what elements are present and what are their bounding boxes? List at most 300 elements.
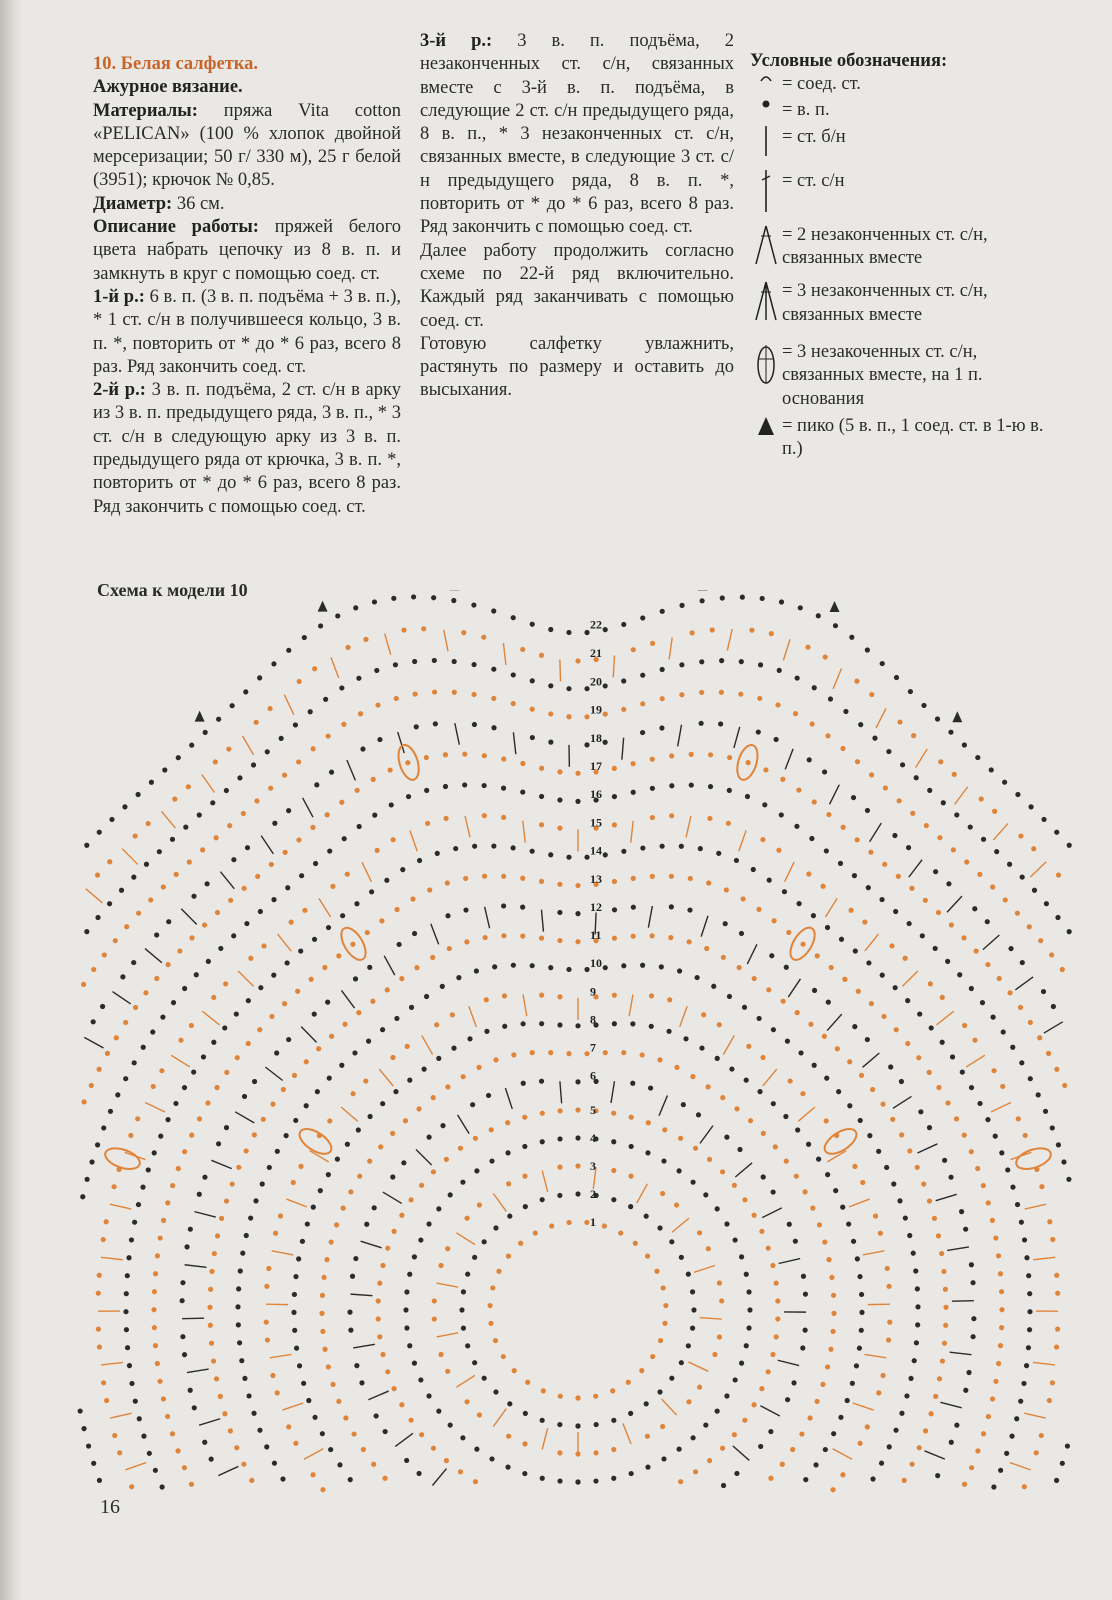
chain-dot — [379, 918, 384, 923]
chain-dot — [202, 1440, 207, 1445]
chain-dot — [850, 1381, 855, 1386]
chain-dot — [133, 1005, 138, 1010]
chain-dot — [893, 1428, 898, 1433]
chain-dot — [726, 821, 731, 826]
chain-dot — [456, 975, 461, 980]
chain-dot — [669, 874, 674, 879]
stitch-mark — [542, 1428, 547, 1449]
chain-dot — [322, 1347, 327, 1352]
chain-dot — [202, 1175, 207, 1180]
chain-dot — [744, 1343, 749, 1348]
chain-dot — [660, 1424, 665, 1429]
chain-dot — [405, 760, 410, 765]
chain-dot — [231, 857, 236, 862]
stitch-mark — [560, 1081, 562, 1103]
chain-dot — [661, 1158, 666, 1163]
chain-dot — [523, 1204, 528, 1209]
chain-dot — [831, 1329, 836, 1334]
chain-dot — [412, 931, 417, 936]
chain-dot — [1007, 862, 1012, 867]
chain-dot — [659, 964, 664, 969]
chain-dot — [923, 1428, 928, 1433]
chain-dot — [493, 1225, 498, 1230]
chain-dot — [756, 729, 761, 734]
chain-dot — [805, 645, 810, 650]
chain-dot — [376, 1298, 381, 1303]
chain-dot — [216, 717, 221, 722]
chain-dot — [654, 1269, 659, 1274]
chain-dot — [320, 1329, 325, 1334]
chain-dot — [575, 1135, 580, 1140]
chain-dot — [342, 1022, 347, 1027]
stitch-mark — [485, 907, 490, 928]
chain-dot — [1015, 792, 1020, 797]
chain-dot — [265, 1337, 270, 1342]
chain-dot — [501, 1354, 506, 1359]
chain-dot — [426, 1221, 431, 1226]
stitch-mark — [694, 1266, 715, 1273]
stitch-mark — [947, 896, 962, 912]
chain-dot — [410, 896, 415, 901]
chain-dot — [146, 1167, 151, 1172]
chain-dot — [795, 1127, 800, 1132]
chain-dot — [869, 772, 874, 777]
chain-dot — [699, 690, 704, 695]
chain-dot — [969, 1149, 974, 1154]
chain-dot — [326, 925, 331, 930]
chain-dot — [501, 786, 506, 791]
stitch-mark — [161, 811, 175, 828]
chain-dot — [679, 844, 684, 849]
chain-dot — [650, 815, 655, 820]
chain-dot — [194, 972, 199, 977]
chain-dot — [539, 936, 544, 941]
chain-dot — [811, 913, 816, 918]
chain-dot — [433, 721, 438, 726]
chain-dot — [621, 849, 626, 854]
chain-dot — [994, 849, 999, 854]
chain-dot — [426, 1393, 431, 1398]
chain-dot — [905, 1041, 910, 1046]
chain-dot — [801, 1274, 806, 1279]
chain-dot — [899, 1079, 904, 1084]
chain-dot — [876, 1390, 881, 1395]
chain-dot — [962, 1482, 967, 1487]
chain-dot — [473, 1479, 478, 1484]
chain-dot — [923, 898, 928, 903]
chain-dot — [173, 1101, 178, 1106]
chain-dot — [690, 630, 695, 635]
chain-dot — [334, 1222, 339, 1227]
chain-dot — [540, 1139, 545, 1144]
picot-mark — [195, 711, 205, 722]
chain-dot — [291, 1180, 296, 1185]
chain-dot — [803, 1189, 808, 1194]
stitch-mark — [735, 1163, 752, 1177]
chain-dot — [482, 874, 487, 879]
chain-dot — [870, 1476, 875, 1481]
chain-dot — [913, 1268, 918, 1273]
chain-dot — [855, 759, 860, 764]
chain-dot — [629, 1144, 634, 1149]
chain-dot — [557, 1422, 562, 1427]
chain-dot — [860, 1180, 865, 1185]
chain-dot — [367, 1159, 372, 1164]
chain-dot — [990, 1218, 995, 1223]
stitch-mark — [437, 1283, 459, 1287]
stitch-mark — [833, 669, 841, 689]
chain-dot — [506, 1434, 511, 1439]
chain-dot — [759, 1229, 764, 1234]
chain-dot — [222, 1025, 227, 1030]
chain-dot — [304, 1059, 309, 1064]
chain-dot — [866, 885, 871, 890]
chain-dot — [95, 1142, 100, 1147]
chain-dot — [367, 965, 372, 970]
stitch-mark — [909, 860, 922, 877]
chain-dot — [762, 802, 767, 807]
stitch-mark — [385, 634, 391, 655]
chain-dot — [1041, 817, 1046, 822]
stitch-mark — [678, 725, 682, 747]
chain-dot — [683, 1036, 688, 1041]
stitch-mark — [541, 910, 543, 932]
chain-dot — [465, 1343, 470, 1348]
chain-dot — [275, 1149, 280, 1154]
chain-dot — [720, 1169, 725, 1174]
chain-dot — [372, 1205, 377, 1210]
chain-dot — [849, 635, 854, 640]
chain-dot — [530, 678, 535, 683]
chain-dot — [522, 1174, 527, 1179]
chain-dot — [432, 1298, 437, 1303]
chain-dot — [377, 1281, 382, 1286]
chain-dot — [795, 675, 800, 680]
chain-dot — [548, 740, 553, 745]
chain-dot — [345, 645, 350, 650]
stitch-mark — [432, 1469, 446, 1486]
chain-dot — [1014, 1416, 1019, 1421]
chain-dot — [366, 1039, 371, 1044]
chain-dot — [445, 880, 450, 885]
chain-dot — [548, 711, 553, 716]
chain-dot — [211, 995, 216, 1000]
row2-label: 2-й р.: — [93, 380, 146, 401]
chain-dot — [752, 976, 757, 981]
stitch-mark — [503, 643, 505, 665]
chain-dot — [1023, 1133, 1028, 1138]
chain-dot — [603, 627, 608, 632]
chain-dot — [180, 1298, 185, 1303]
chain-dot — [1027, 924, 1032, 929]
chain-dot — [1060, 1461, 1065, 1466]
chain-dot — [851, 1239, 856, 1244]
chain-dot — [197, 1192, 202, 1197]
chain-dot — [393, 662, 398, 667]
chain-dot — [252, 1132, 257, 1137]
chain-dot — [937, 835, 942, 840]
chain-dot — [272, 821, 277, 826]
chain-dot — [649, 1024, 654, 1029]
chain-dot — [700, 598, 705, 603]
stitch-mark — [629, 994, 633, 1016]
chain-dot — [189, 1023, 194, 1028]
chain-dot — [351, 1431, 356, 1436]
stitch-mark — [379, 1069, 393, 1086]
chain-dot — [757, 1016, 762, 1021]
stitch-mark — [301, 1027, 316, 1043]
chain-dot — [594, 1422, 599, 1427]
chain-dot — [859, 1292, 864, 1297]
chain-dot — [824, 848, 829, 853]
chain-dot — [292, 1328, 297, 1333]
chain-dot — [394, 696, 399, 701]
stitch-mark — [341, 990, 354, 1008]
stitch-mark — [211, 1160, 231, 1168]
chain-dot — [1027, 1291, 1032, 1296]
chain-dot — [706, 1246, 711, 1251]
chain-dot — [688, 876, 693, 881]
chain-dot — [427, 1135, 432, 1140]
chain-dot — [733, 1377, 738, 1382]
stitch-mark — [505, 1088, 512, 1109]
chain-dot — [644, 1401, 649, 1406]
chain-dot — [752, 1213, 757, 1218]
chain-dot — [771, 1101, 776, 1106]
chain-dot — [856, 989, 861, 994]
chain-dot — [698, 846, 703, 851]
stitch-mark — [947, 1247, 969, 1251]
stitch-mark — [876, 708, 886, 728]
chain-dot — [328, 1447, 333, 1452]
chain-dot — [697, 1230, 702, 1235]
chain-dot — [907, 921, 912, 926]
chain-dot — [732, 1432, 737, 1437]
chain-dot — [1050, 1380, 1055, 1385]
chain-dot — [854, 1363, 859, 1368]
chain-dot — [357, 824, 362, 829]
chain-dot — [662, 1321, 667, 1326]
stitch-mark — [669, 638, 672, 660]
chain-dot — [264, 1320, 269, 1325]
chain-dot — [114, 1035, 119, 1040]
chain-dot — [228, 898, 233, 903]
chain-dot — [699, 721, 704, 726]
chain-dot — [991, 1068, 996, 1073]
chain-dot — [246, 1041, 251, 1046]
chain-dot — [821, 884, 826, 889]
chain-dot — [95, 872, 100, 877]
chain-dot — [746, 760, 751, 765]
chain-dot — [629, 1115, 634, 1120]
chain-dot — [707, 1458, 712, 1463]
chain-dot — [501, 933, 506, 938]
chain-dot — [918, 1109, 923, 1114]
chain-dot — [124, 1291, 129, 1296]
chain-dot — [936, 1233, 941, 1238]
chain-dot — [845, 1398, 850, 1403]
chain-dot — [209, 1341, 214, 1346]
chain-dot — [1054, 1478, 1059, 1483]
chain-dot — [209, 1457, 214, 1462]
chain-dot — [246, 1393, 251, 1398]
chain-dot — [557, 910, 562, 915]
stitch-mark — [785, 749, 793, 770]
chain-dot — [746, 1044, 751, 1049]
stitch-mark — [384, 956, 395, 975]
chain-dot — [1009, 1434, 1014, 1439]
chain-dot — [880, 661, 885, 666]
chain-dot — [496, 1269, 501, 1274]
chain-dot — [782, 889, 787, 894]
chain-dot — [197, 1116, 202, 1121]
chain-dot — [511, 701, 516, 706]
chain-dot — [815, 953, 820, 958]
chain-dot — [1027, 1309, 1032, 1314]
chain-dot — [865, 808, 870, 813]
chain-dot — [306, 1398, 311, 1403]
chain-dot — [935, 1473, 940, 1478]
chain-dot — [816, 613, 821, 618]
chain-dot — [721, 955, 726, 960]
chain-dot — [785, 1397, 790, 1402]
chain-dot — [1055, 915, 1060, 920]
chain-dot — [610, 1388, 615, 1393]
row1-label: 1-й р.: — [93, 286, 145, 307]
chain-dot — [539, 993, 544, 998]
chain-dot — [915, 1322, 920, 1327]
chain-dot — [575, 658, 580, 663]
chain-dot — [474, 968, 479, 973]
chain-dot — [293, 1441, 298, 1446]
chain-dot — [720, 1095, 725, 1100]
chain-dot — [282, 1001, 287, 1006]
chain-dot — [350, 1091, 355, 1096]
chain-dot — [981, 837, 986, 842]
chain-dot — [810, 721, 815, 726]
stitch-mark — [513, 732, 515, 754]
chain-dot — [761, 1131, 766, 1136]
chain-dot — [1003, 897, 1008, 902]
legend-text: = ст. с/н — [782, 170, 845, 191]
chain-dot — [835, 1046, 840, 1051]
row3-text: 3 в. п. подъёма, 2 незаконченных ст. с/н, связанных вместе с 3-й в. п. подъёма, в следующие 2 ст. с/н предыдущего ряда, 8 в. п., * 3 незаконченных ст. с/н, связанных вместе, в следующие 3 ст. с/н предыдущего ряда, 8 в. п. *, повторить от * до * 6 раз, всего 8 раз. Ряд закончить с помощью соед. ст. — [420, 31, 734, 238]
chain-dot — [350, 1274, 355, 1279]
chain-dot — [530, 735, 535, 740]
chain-dot — [690, 1074, 695, 1079]
chain-dot — [737, 965, 742, 970]
chain-dot — [800, 1091, 805, 1096]
chain-dot — [631, 790, 636, 795]
chain-dot — [960, 1069, 965, 1074]
chain-dot — [812, 988, 817, 993]
chain-dot — [669, 1376, 674, 1381]
chain-dot — [949, 922, 954, 927]
stitch-mark — [936, 1011, 953, 1025]
stitch-mark — [763, 1069, 777, 1086]
chain-dot — [323, 697, 328, 702]
chain-dot — [293, 1118, 298, 1123]
chain-dot — [1015, 911, 1020, 916]
chain-dot — [151, 1084, 156, 1089]
legend-text: = в. п. — [782, 99, 830, 120]
chain-dot — [974, 948, 979, 953]
chain-dot — [162, 767, 167, 772]
stitch-mark — [637, 1184, 648, 1203]
chain-dot — [357, 1174, 362, 1179]
chain-dot — [817, 1222, 822, 1227]
chain-dot — [391, 837, 396, 842]
chain-dot — [927, 1125, 932, 1130]
chain-dot — [123, 1020, 128, 1025]
chain-dot — [611, 1476, 616, 1481]
chain-dot — [749, 628, 754, 633]
chain-dot — [269, 1014, 274, 1019]
stitch-mark — [1030, 862, 1046, 877]
chain-dot — [687, 907, 692, 912]
row3-label: 3-й р.: — [420, 31, 493, 51]
chain-dot — [530, 1050, 535, 1055]
chain-dot — [566, 714, 571, 719]
chain-dot — [286, 648, 291, 653]
chain-dot — [443, 752, 448, 757]
chain-dot — [859, 1073, 864, 1078]
chain-dot — [129, 1381, 134, 1386]
chain-dot — [575, 799, 580, 804]
chain-dot — [158, 1235, 163, 1240]
chain-dot — [840, 1472, 845, 1477]
chain-dot — [141, 1434, 146, 1439]
stitch-mark — [84, 1037, 103, 1048]
chain-dot — [823, 654, 828, 659]
chain-dot — [990, 1015, 995, 1020]
chain-dot — [339, 800, 344, 805]
chain-dot — [1005, 1167, 1010, 1172]
chain-dot — [852, 873, 857, 878]
chain-dot — [155, 1253, 160, 1258]
chain-dot — [611, 1168, 616, 1173]
article-subtitle: Ажурное вязание. — [93, 77, 243, 98]
chain-dot — [518, 1241, 523, 1246]
chain-dot — [188, 1388, 193, 1393]
chain-dot — [907, 1233, 912, 1238]
chain-dot — [493, 1057, 498, 1062]
chain-dot — [998, 1468, 1003, 1473]
chain-dot — [472, 1360, 477, 1365]
chain-dot — [490, 1285, 495, 1290]
chain-dot — [706, 880, 711, 885]
chain-dot — [421, 626, 426, 631]
stitch-mark — [849, 1199, 870, 1207]
legend-item — [750, 224, 1050, 271]
chain-dot — [300, 1239, 305, 1244]
chain-dot — [557, 826, 562, 831]
chain-dot — [248, 1215, 253, 1220]
chain-dot — [640, 845, 645, 850]
chain-dot — [406, 794, 411, 799]
chain-dot — [482, 783, 487, 788]
chain-dot — [327, 1118, 332, 1123]
chain-dot — [1018, 833, 1023, 838]
chain-dot — [887, 1320, 892, 1325]
chain-dot — [501, 903, 506, 908]
chain-dot — [1028, 804, 1033, 809]
chain-dot — [234, 1445, 239, 1450]
chain-dot — [397, 942, 402, 947]
chain-dot — [112, 1433, 117, 1438]
chain-dot — [876, 1149, 881, 1154]
chain-dot — [822, 1239, 827, 1244]
